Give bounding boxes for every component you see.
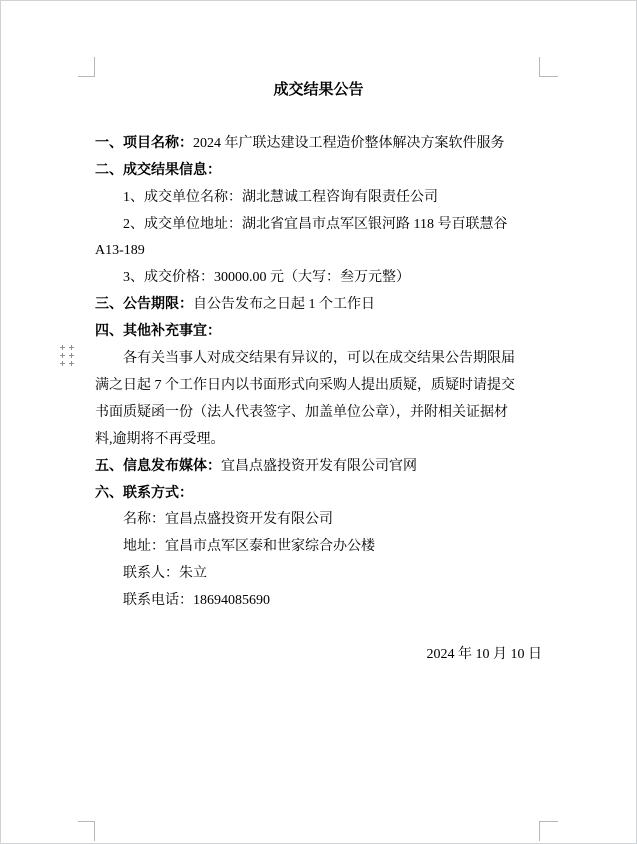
section-label: 六、联系方式：	[95, 485, 193, 501]
document-title: 成交结果公告	[273, 82, 364, 98]
crop-mark-top-right	[539, 57, 558, 77]
contact-person	[95, 561, 542, 588]
section-4-supplementary	[95, 319, 542, 346]
crop-mark-bottom-left	[78, 821, 95, 841]
section-text: 名称：宜昌点盛投资开发有限公司	[123, 512, 333, 528]
document-date: 2024 年 10 月 10 日	[426, 647, 542, 662]
document-body	[95, 77, 542, 669]
section-text: 宜昌点盛投资开发有限公司官网	[221, 458, 417, 474]
section-label: 二、成交结果信息：	[95, 162, 221, 178]
section-text: 2024 年广联达建设工程造价整体解决方案软件服务	[193, 135, 505, 151]
section-text: 满之日起 7 个工作日内以书面形式向采购人提出质疑，质疑时请提交	[95, 377, 515, 393]
section-5-media	[95, 454, 542, 481]
crop-mark-top-left	[78, 57, 95, 77]
section-2-result-info	[95, 158, 542, 185]
section-text: A13-189	[95, 243, 145, 259]
section-text: 3、成交价格：30000.00 元（大写：叁万元整）	[123, 270, 410, 286]
section-text: 联系人：朱立	[123, 566, 207, 582]
paragraph-line	[95, 400, 542, 427]
section-label: 四、其他补充事宜：	[95, 324, 221, 340]
section-text: 联系电话：18694085690	[123, 593, 270, 609]
contact-name	[95, 507, 542, 534]
section-1-project-name	[95, 131, 542, 158]
blank-line	[95, 615, 542, 642]
section-text: 料,逾期将不再受理。	[95, 431, 225, 447]
item-winner-address	[95, 212, 542, 239]
section-text: 2、成交单位地址：湖北省宜昌市点军区银河路 118 号百联慧谷	[123, 216, 508, 232]
paragraph-line	[95, 373, 542, 400]
section-text: 书面质疑函一份（法人代表签字、加盖单位公章），并附相关证据材	[95, 404, 508, 420]
contact-address	[95, 534, 542, 561]
section-label: 五、信息发布媒体：	[95, 458, 221, 474]
section-text: 1、成交单位名称：湖北慧诚工程咨询有限责任公司	[123, 189, 438, 205]
paragraph-drag-handle[interactable]	[60, 345, 74, 366]
blank-line	[95, 104, 542, 131]
section-text: 地址：宜昌市点军区泰和世家综合办公楼	[123, 539, 375, 555]
section-6-contact	[95, 481, 542, 508]
six-dot-drag-handle-icon	[60, 345, 74, 366]
section-label: 一、项目名称：	[95, 135, 193, 151]
section-text: 自公告发布之日起 1 个工作日	[193, 297, 375, 313]
crop-mark-bottom-right	[539, 821, 558, 841]
paragraph-line	[95, 427, 542, 454]
item-winner-address-wrap	[95, 238, 542, 265]
item-winner-name	[95, 185, 542, 212]
item-price	[95, 265, 542, 292]
section-text: 各有关当事人对成交结果有异议的，可以在成交结果公告期限届	[123, 351, 515, 367]
paragraph-line	[95, 346, 542, 373]
section-label: 三、公告期限：	[95, 297, 193, 313]
contact-phone	[95, 588, 542, 615]
section-3-notice-period	[95, 292, 542, 319]
